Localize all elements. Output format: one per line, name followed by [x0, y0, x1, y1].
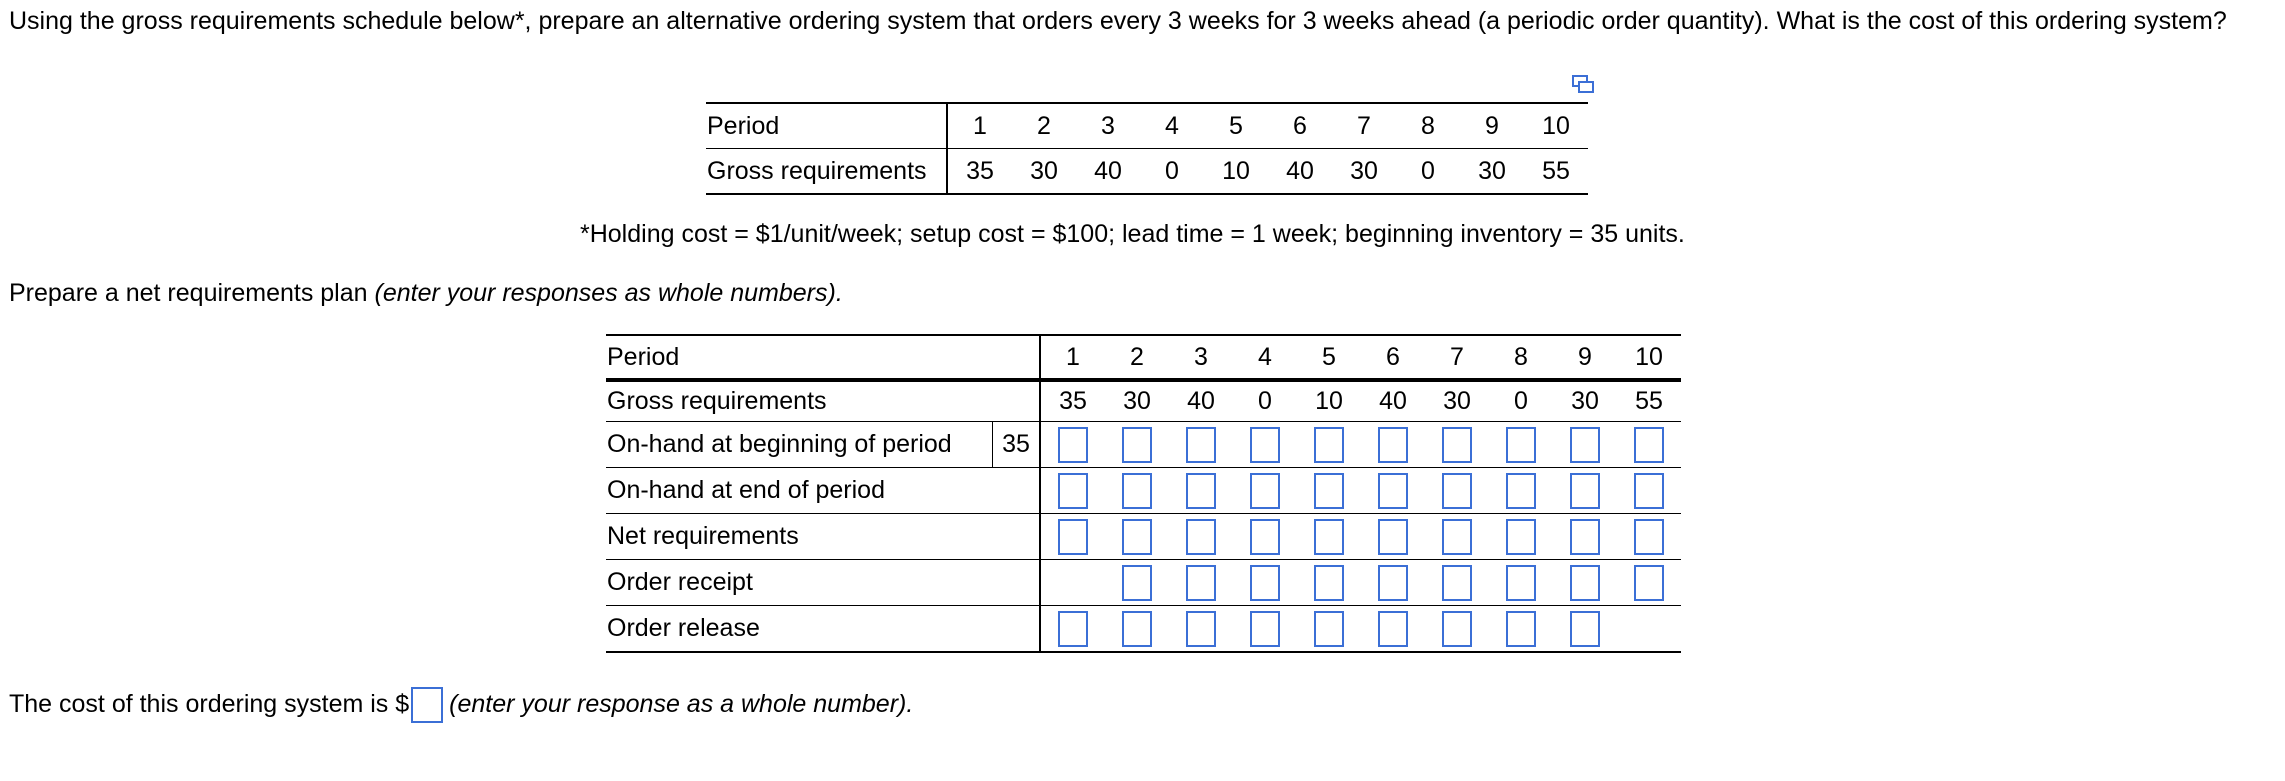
onhand-begin-input[interactable] — [1058, 427, 1088, 463]
cost-line — [9, 686, 913, 723]
onhand-end-input[interactable] — [1058, 473, 1088, 509]
plan-gross-cell: 30 — [1425, 380, 1489, 422]
onhand-begin-input[interactable] — [1634, 427, 1664, 463]
plan-period-cell: 6 — [1361, 335, 1425, 380]
order-release-input[interactable] — [1122, 611, 1152, 647]
order-release-input[interactable] — [1314, 611, 1344, 647]
schedule-gross-cell: 55 — [1524, 149, 1588, 195]
order-receipt-input[interactable] — [1378, 565, 1408, 601]
prepare-italic: (enter your responses as whole numbers). — [374, 279, 843, 307]
net-requirements-plan — [606, 334, 1681, 653]
schedule-gross-label: Gross requirements — [706, 149, 947, 195]
plan-onhand-begin-label: On-hand at beginning of period — [606, 422, 993, 468]
schedule-period-cell: 1 — [947, 103, 1012, 149]
plan-gross-cell: 55 — [1617, 380, 1681, 422]
order-release-input[interactable] — [1186, 611, 1216, 647]
cost-prefix: The cost of this ordering system is $ — [9, 690, 410, 718]
order-receipt-input[interactable] — [1634, 565, 1664, 601]
cost-note: *Holding cost = $1/unit/week; setup cost = $100; lead time = 1 week; beginning inventory = 35 units. — [580, 220, 1685, 248]
schedule-period-cell: 6 — [1268, 103, 1332, 149]
onhand-end-input[interactable] — [1186, 473, 1216, 509]
plan-gross-cell: 40 — [1361, 380, 1425, 422]
plan-period-label: Period — [606, 335, 993, 380]
plan-gross-cell: 30 — [1105, 380, 1169, 422]
schedule-gross-cell: 35 — [947, 149, 1012, 195]
onhand-begin-input[interactable] — [1378, 427, 1408, 463]
plan-period-cell: 4 — [1233, 335, 1297, 380]
onhand-end-input[interactable] — [1442, 473, 1472, 509]
net-requirement-input[interactable] — [1250, 519, 1280, 555]
order-receipt-input[interactable] — [1506, 565, 1536, 601]
question-text: Using the gross requirements schedule below*, prepare an alternative ordering system that orders every 3 weeks for 3 weeks ahead (a periodic order quantity). What is the cost of this ordering system? — [9, 7, 2227, 35]
cost-suffix: (enter your response as a whole number). — [449, 690, 914, 718]
plan-onhand-begin-initial: 35 — [993, 422, 1041, 468]
net-requirement-input[interactable] — [1186, 519, 1216, 555]
schedule-period-cell: 8 — [1396, 103, 1460, 149]
plan-receipt-label: Order receipt — [606, 560, 993, 606]
order-release-input[interactable] — [1506, 611, 1536, 647]
plan-period-cell: 3 — [1169, 335, 1233, 380]
schedule-gross-cell: 30 — [1332, 149, 1396, 195]
schedule-period-cell: 4 — [1140, 103, 1204, 149]
onhand-end-input[interactable] — [1250, 473, 1280, 509]
net-requirement-input[interactable] — [1378, 519, 1408, 555]
schedule-gross-row — [706, 149, 1588, 195]
schedule-period-cell: 3 — [1076, 103, 1140, 149]
schedule-period-cell: 10 — [1524, 103, 1588, 149]
onhand-end-input[interactable] — [1506, 473, 1536, 509]
net-requirement-input[interactable] — [1570, 519, 1600, 555]
plan-gross-cell: 35 — [1040, 380, 1105, 422]
net-requirement-input[interactable] — [1058, 519, 1088, 555]
plan-period-cell: 7 — [1425, 335, 1489, 380]
onhand-end-input[interactable] — [1314, 473, 1344, 509]
onhand-end-input[interactable] — [1634, 473, 1664, 509]
prepare-instruction — [9, 277, 843, 309]
order-release-input[interactable] — [1570, 611, 1600, 647]
plan-gross-label: Gross requirements — [606, 380, 993, 422]
plan-gross-row — [606, 380, 1681, 422]
plan-gross-cell: 10 — [1297, 380, 1361, 422]
schedule-period-row — [706, 103, 1588, 149]
onhand-end-input[interactable] — [1122, 473, 1152, 509]
order-release-input[interactable] — [1058, 611, 1088, 647]
plan-period-cell: 2 — [1105, 335, 1169, 380]
plan-onhand-begin-row — [606, 422, 1681, 468]
plan-onhand-end-label: On-hand at end of period — [606, 468, 993, 514]
net-requirement-input[interactable] — [1506, 519, 1536, 555]
plan-period-cell: 8 — [1489, 335, 1553, 380]
onhand-begin-input[interactable] — [1186, 427, 1216, 463]
plan-receipt-row — [606, 560, 1681, 606]
plan-period-cell: 10 — [1617, 335, 1681, 380]
cost-input[interactable] — [411, 687, 443, 723]
schedule-period-cell: 5 — [1204, 103, 1268, 149]
schedule-gross-cell: 0 — [1140, 149, 1204, 195]
plan-net-label: Net requirements — [606, 514, 993, 560]
plan-gross-cell: 0 — [1233, 380, 1297, 422]
order-receipt-input[interactable] — [1442, 565, 1472, 601]
plan-gross-cell: 0 — [1489, 380, 1553, 422]
order-receipt-input[interactable] — [1186, 565, 1216, 601]
onhand-begin-input[interactable] — [1442, 427, 1472, 463]
schedule-gross-cell: 40 — [1076, 149, 1140, 195]
plan-onhand-end-row — [606, 468, 1681, 514]
order-release-input[interactable] — [1442, 611, 1472, 647]
net-requirement-input[interactable] — [1122, 519, 1152, 555]
schedule-gross-cell: 0 — [1396, 149, 1460, 195]
plan-period-cell: 9 — [1553, 335, 1617, 380]
copy-icon[interactable] — [1571, 73, 1595, 97]
order-receipt-input[interactable] — [1122, 565, 1152, 601]
plan-period-cell: 1 — [1040, 335, 1105, 380]
schedule-gross-cell: 40 — [1268, 149, 1332, 195]
order-receipt-input[interactable] — [1314, 565, 1344, 601]
order-release-input[interactable] — [1250, 611, 1280, 647]
prepare-text: Prepare a net requirements plan — [9, 279, 375, 307]
schedule-period-cell: 9 — [1460, 103, 1524, 149]
onhand-begin-input[interactable] — [1314, 427, 1344, 463]
order-receipt-input[interactable] — [1570, 565, 1600, 601]
plan-gross-cell: 30 — [1553, 380, 1617, 422]
gross-requirements-schedule — [706, 102, 1588, 195]
net-requirement-input[interactable] — [1314, 519, 1344, 555]
schedule-gross-cell: 10 — [1204, 149, 1268, 195]
net-requirement-input[interactable] — [1634, 519, 1664, 555]
onhand-begin-input[interactable] — [1250, 427, 1280, 463]
order-release-input[interactable] — [1378, 611, 1408, 647]
plan-net-row — [606, 514, 1681, 560]
schedule-period-cell: 7 — [1332, 103, 1396, 149]
plan-gross-cell: 40 — [1169, 380, 1233, 422]
onhand-end-input[interactable] — [1378, 473, 1408, 509]
schedule-gross-cell: 30 — [1012, 149, 1076, 195]
schedule-gross-cell: 30 — [1460, 149, 1524, 195]
order-receipt-input[interactable] — [1250, 565, 1280, 601]
schedule-period-cell: 2 — [1012, 103, 1076, 149]
plan-release-row — [606, 606, 1681, 653]
onhand-begin-input[interactable] — [1122, 427, 1152, 463]
schedule-period-label: Period — [706, 103, 947, 149]
net-requirement-input[interactable] — [1442, 519, 1472, 555]
onhand-begin-input[interactable] — [1570, 427, 1600, 463]
plan-period-cell: 5 — [1297, 335, 1361, 380]
plan-release-label: Order release — [606, 606, 993, 653]
onhand-begin-input[interactable] — [1506, 427, 1536, 463]
plan-period-row — [606, 335, 1681, 380]
onhand-end-input[interactable] — [1570, 473, 1600, 509]
